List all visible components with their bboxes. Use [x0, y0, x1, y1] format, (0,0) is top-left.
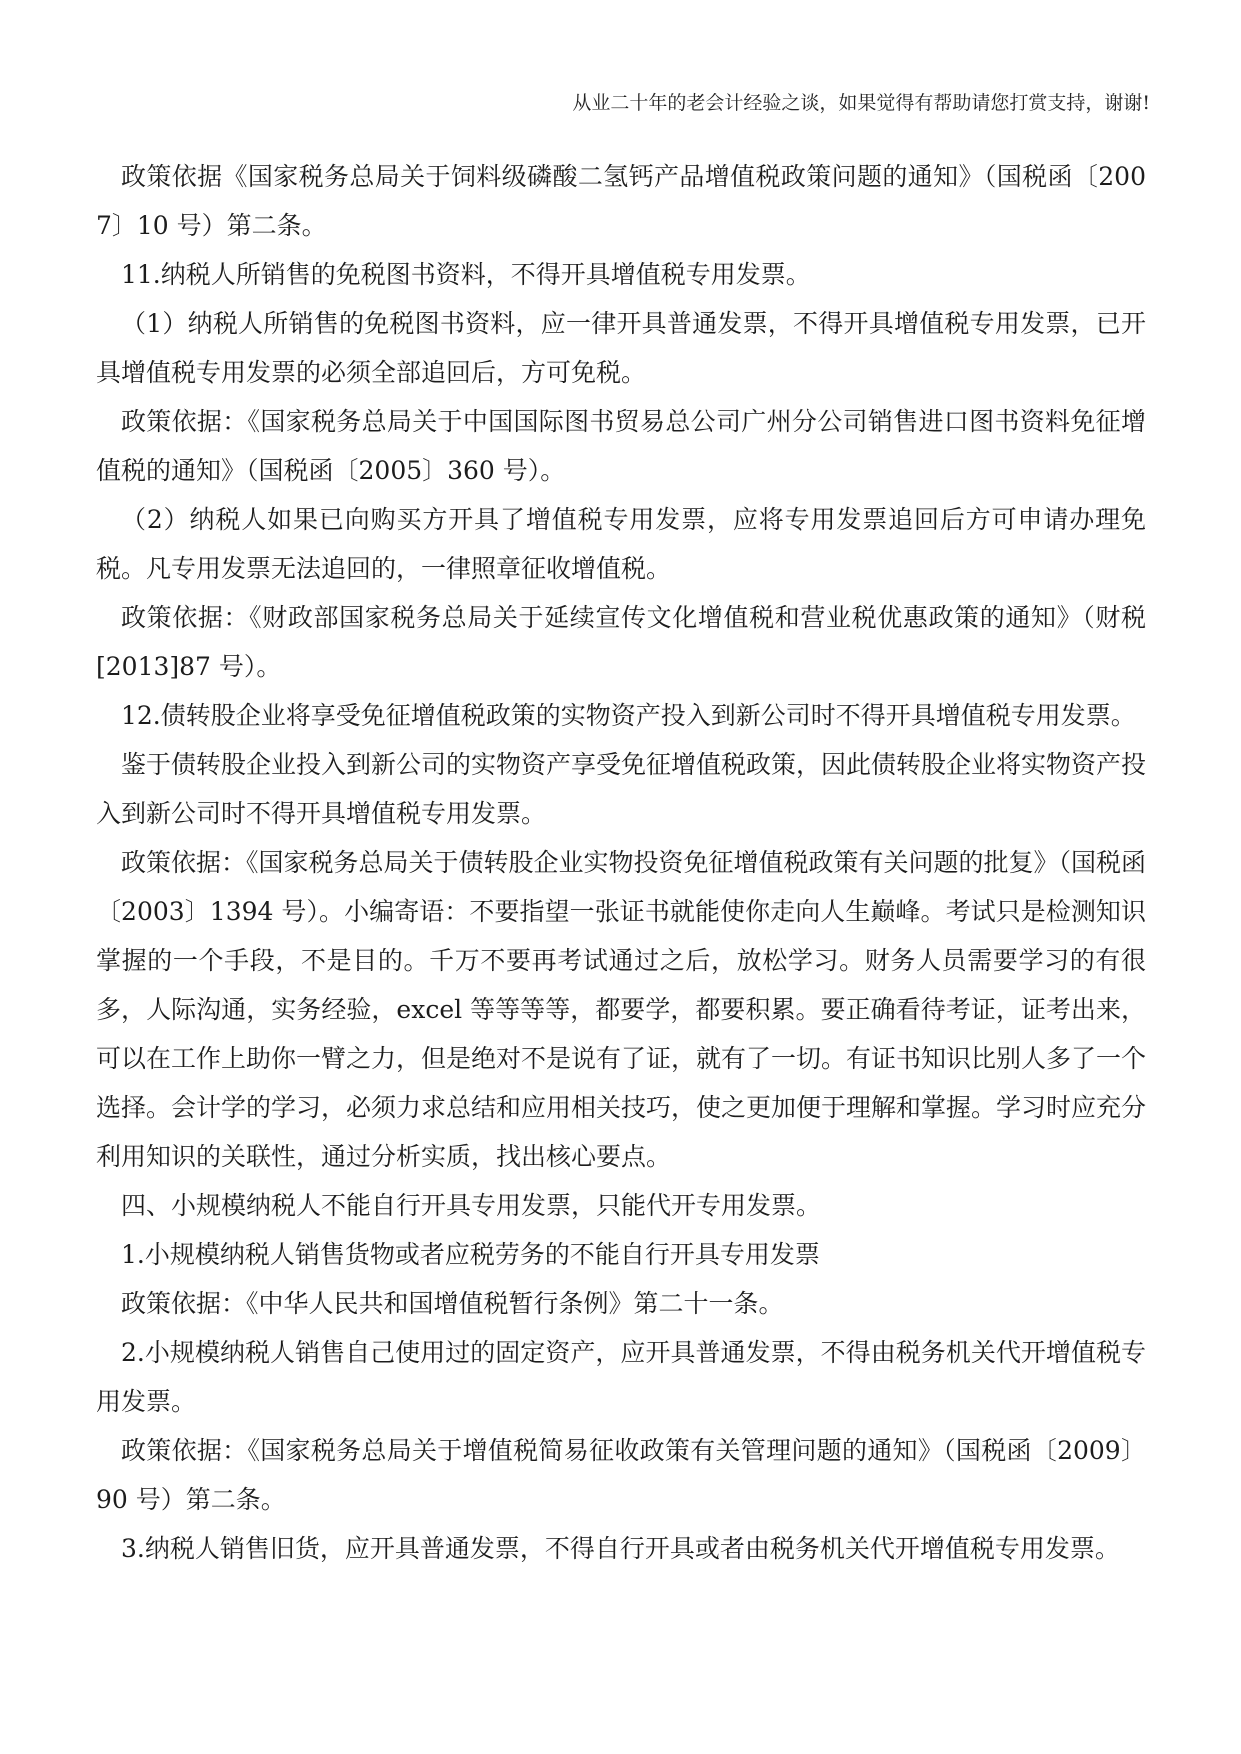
item-heading: 11.纳税人所销售的免税图书资料，不得开具增值税专用发票。 — [121, 260, 811, 289]
item-heading: 2.小规模纳税人销售自己使用过的固定资产，应开具普通发票，不得由税务机关代开增值税专用发票。 — [96, 1338, 1146, 1416]
policy-basis-paragraph: 政策依据：《国家税务总局关于债转股企业实物投资免征增值税政策有关问题的批复》（国税函〔2003〕1394 号）。小编寄语：不要指望一张证书就能使你走向人生巅峰。考试只是检测知识掌握的一个手段，不是目的。千万不要再考试通过之后，放松学习。财务人员需要学习的有很多，人际沟通，实务经验，excel 等等等等，都要学，都要积累。要正确看待考证，证考出来，可以在工作上助你一臂之力，但是绝对不是说有了证，就有了一切。有证书知识比别人多了一个选择。会计学的学习，必须力求总结和应用相关技巧，使之更加便于理解和掌握。学习时应充分利用知识的关联性，通过分析实质，找出核心要点。 — [96, 848, 1147, 1171]
sub-item-paragraph: （1）纳税人所销售的免税图书资料，应一律开具普通发票，不得开具增值税专用发票，已开具增值税专用发票的必须全部追回后，方可免税。 — [96, 309, 1146, 387]
explanation-paragraph: 鉴于债转股企业投入到新公司的实物资产享受免征增值税政策，因此债转股企业将实物资产投入到新公司时不得开具增值税专用发票。 — [96, 750, 1147, 828]
item-heading: 1.小规模纳税人销售货物或者应税劳务的不能自行开具专用发票 — [121, 1240, 820, 1269]
section-heading: 四、小规模纳税人不能自行开具专用发票，只能代开专用发票。 — [121, 1191, 822, 1220]
policy-basis-paragraph: 政策依据：《财政部国家税务总局关于延续宣传文化增值税和营业税优惠政策的通知》（财税[2013]87 号）。 — [96, 603, 1146, 681]
item-heading: 12.债转股企业将享受免征增值税政策的实物资产投入到新公司时不得开具增值税专用发票。 — [121, 701, 1136, 730]
sub-item-paragraph: （2）纳税人如果已向购买方开具了增值税专用发票，应将专用发票追回后方可申请办理免税。凡专用发票无法追回的，一律照章征收增值税。 — [96, 505, 1146, 583]
policy-basis-paragraph: 政策依据《国家税务总局关于饲料级磷酸二氢钙产品增值税政策问题的通知》（国税函〔2007〕10 号）第二条。 — [96, 162, 1146, 240]
item-heading: 3.纳税人销售旧货，应开具普通发票，不得自行开具或者由税务机关代开增值税专用发票。 — [121, 1534, 1120, 1563]
policy-basis-paragraph: 政策依据：《中华人民共和国增值税暂行条例》第二十一条。 — [121, 1289, 784, 1318]
document-body — [96, 152, 1146, 1573]
header-note: 从业二十年的老会计经验之谈，如果觉得有帮助请您打赏支持，谢谢! — [572, 92, 1150, 114]
policy-basis-paragraph: 政策依据：《国家税务总局关于中国国际图书贸易总公司广州分公司销售进口图书资料免征增值税的通知》（国税函〔2005〕360 号）。 — [96, 407, 1146, 485]
policy-basis-paragraph: 政策依据：《国家税务总局关于增值税简易征收政策有关管理问题的通知》（国税函〔2009〕90 号）第二条。 — [96, 1436, 1146, 1514]
